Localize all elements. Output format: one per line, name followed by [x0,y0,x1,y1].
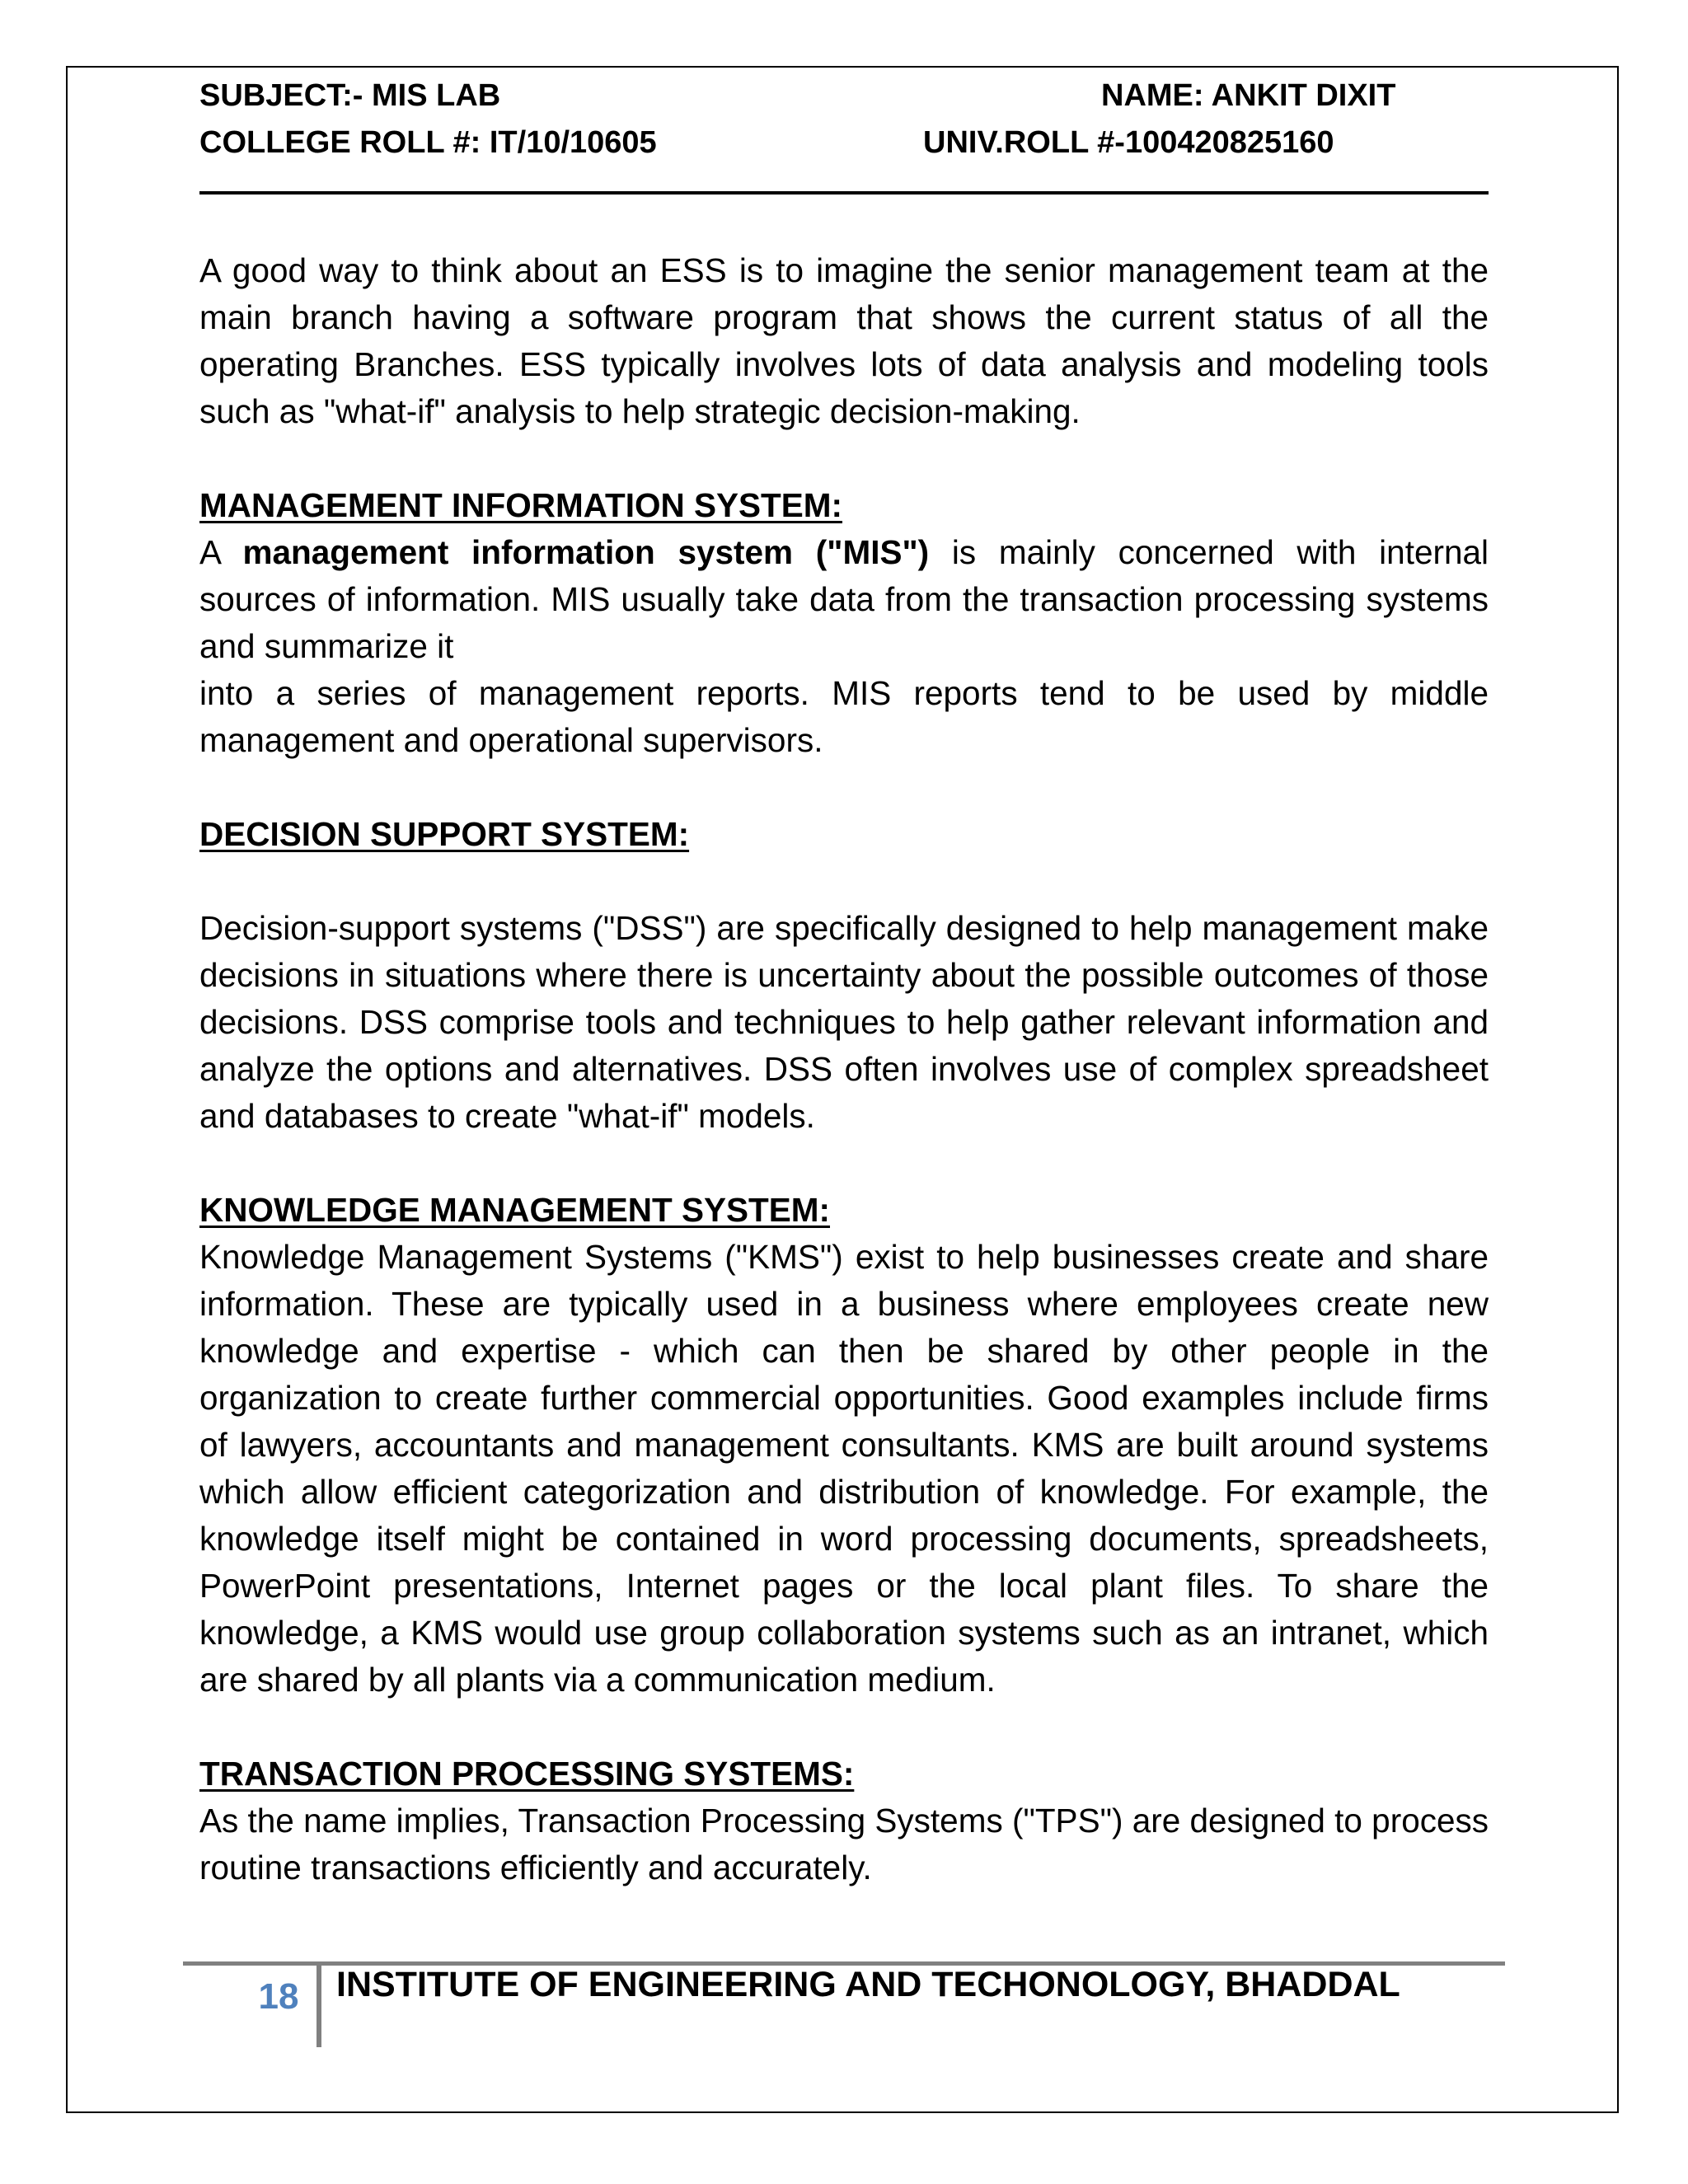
header-row-2 [199,120,1489,166]
institute-name: INSTITUTE OF ENGINEERING AND TECHONOLOGY, BHADDAL [336,1965,1400,2004]
student-name: NAME: ANKIT DIXIT [1101,78,1396,113]
kms-paragraph: Knowledge Management Systems ("KMS") exist to help businesses create and share information. These are typically used in a business where employees create new knowledge and expertise - which can then be shared by other people in the organization to create further commercial opportunities. Good examples include firms of lawyers, accountants and management consultants. KMS are built around systems which allow efficient categorization and distribution of knowledge. For example, the knowledge itself might be contained in word processing documents, spreadsheets, PowerPoint presentations, Internet pages or the local plant files. To share the knowledge, a KMS would use group collaboration systems such as an intranet, which are shared by all plants via a communication medium. [199,1238,1489,1699]
mis-heading: MANAGEMENT INFORMATION SYSTEM: [199,486,842,524]
subject-label: SUBJECT:- MIS LAB [199,78,501,113]
mis-paragraph-a [199,529,1489,670]
kms-heading: KNOWLEDGE MANAGEMENT SYSTEM: [199,1191,830,1229]
dss-heading: DECISION SUPPORT SYSTEM: [199,815,690,853]
header-row-1 [199,73,1489,120]
mis-bold-term: management information system ("MIS") [242,533,930,571]
ess-paragraph: A good way to think about an ESS is to imagine the senior management team at the main branch having a software program that shows the current status of all the operating Branches. ESS typically involves lots of data analysis and modeling tools such as "what-if" analysis to help strategic decision-making. [199,251,1489,430]
footer-vertical-bar [316,1963,321,2047]
page-number: 18 [258,1976,299,2017]
document-body [199,247,1489,1891]
mis-paragraph-b: into a series of management reports. MIS reports tend to be used by middle management and operational supervisors. [199,674,1489,759]
dss-paragraph: Decision-support systems ("DSS") are specifically designed to help management make decisions in situations where there is uncertainty about the possible outcomes of those decisions. DSS comprise tools and techniques to help gather relevant information and analyze the options and alternatives. DSS often involves use of complex spreadsheet and databases to create "what-if" models. [199,909,1489,1135]
page-content [199,73,1489,1891]
tps-paragraph: As the name implies, Transaction Processing Systems ("TPS") are designed to process routine transactions efficiently and accurately. [199,1802,1489,1886]
tps-heading: TRANSACTION PROCESSING SYSTEMS: [199,1755,855,1793]
college-roll: COLLEGE ROLL #: IT/10/10605 [199,125,657,160]
header-divider [199,191,1489,194]
mis-lead: A [199,533,243,571]
univ-roll: UNIV.ROLL #-100420825160 [923,125,1334,160]
mis-text-a: is mainly concerned with internal sources of information. MIS usually take data from the transaction processing systems and summarize it [199,533,1489,665]
